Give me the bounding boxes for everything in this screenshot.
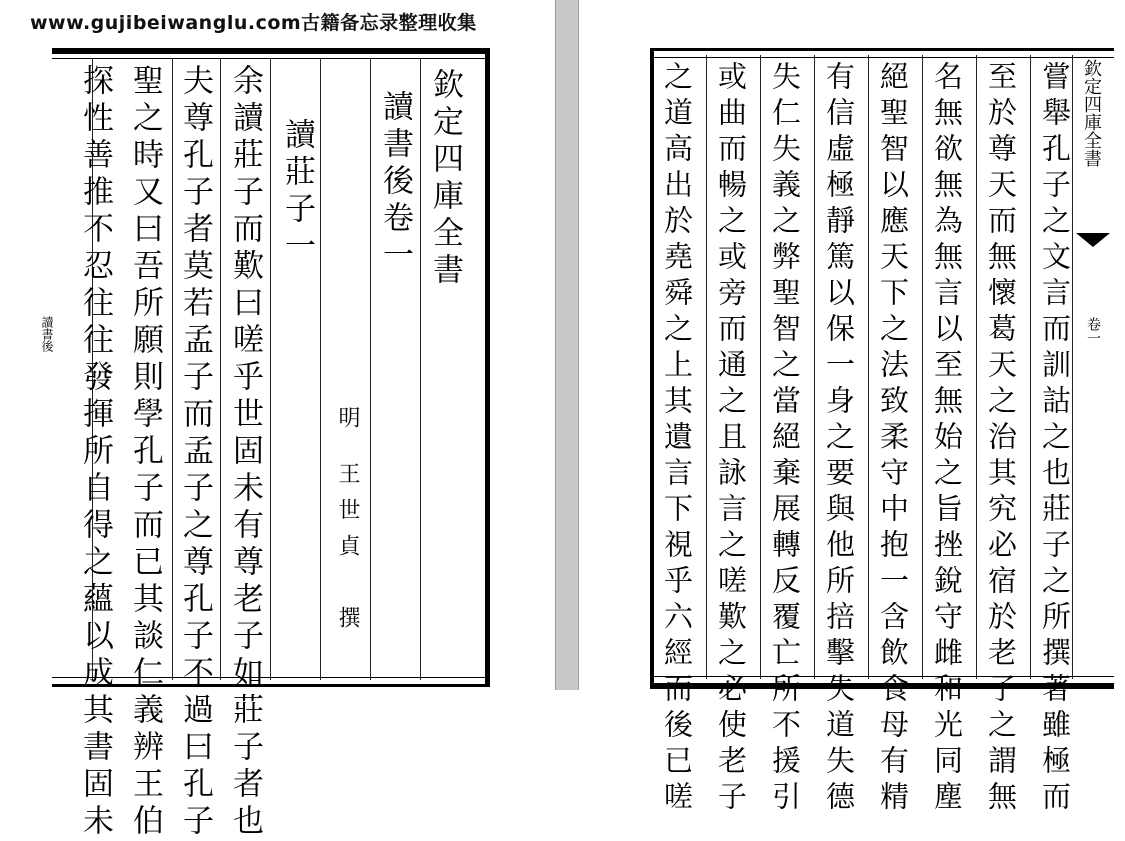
chapter-title: 讀莊子一 — [279, 118, 315, 266]
fish-tail-mark — [1076, 233, 1110, 247]
author-name: 王世貞 撰 — [335, 462, 360, 642]
text-column: 絕聖智以應天下之法致柔守中抱一含飲食母有精 — [876, 61, 910, 817]
left-page — [40, 48, 490, 841]
banxin-header: 欽定四庫全書 — [1081, 59, 1102, 167]
page-divider — [555, 0, 579, 690]
column-rule — [320, 58, 321, 680]
column-rule — [976, 55, 977, 679]
text-column: 或曲而暢之或旁而通之且詠言之嗟歎之必使老子 — [714, 61, 748, 817]
banxin-label: 讀書後 — [40, 316, 54, 352]
column-rule — [172, 58, 173, 680]
column-rule — [1030, 55, 1031, 679]
text-column: 聖之時又曰吾所願則學孔子而已其談仁義辨王伯 — [127, 64, 163, 841]
banxin-strip — [38, 54, 64, 684]
column-rule — [220, 58, 221, 680]
banxin-label: 卷一 — [1085, 317, 1101, 345]
text-column: 探性善推不忍往往發揮所自得之蘊以成其書固未 — [77, 64, 113, 841]
text-column: 失仁失義之弊聖智之當絕棄展轉反覆亡所不援引 — [768, 61, 802, 817]
bottom-border-line — [52, 677, 485, 678]
right-page — [650, 48, 1114, 817]
book-title: 讀書後卷一 — [377, 90, 413, 275]
text-column: 夫尊孔子者莫若孟子而孟子之尊孔子不過曰孔子 — [177, 64, 213, 841]
text-column: 之道高出於堯舜之上其遺言下視乎六經而後已嗟 — [660, 61, 694, 817]
text-column: 名無欲無為無言以至無始之旨挫銳守雌和光同塵 — [930, 61, 964, 817]
column-rule — [370, 58, 371, 680]
text-column: 至於尊天而無懷葛天之治其究必宿於老子之謂無 — [984, 61, 1018, 817]
bottom-border-line — [654, 676, 1114, 677]
column-rule — [814, 55, 815, 679]
text-column: 嘗舉孔子之文言而訓詁之也莊子之所撰著雖極而 — [1038, 61, 1072, 817]
header-title: 欽定四庫全書 — [427, 68, 463, 290]
text-column: 余讀莊子而歎曰嗟乎世固未有尊老子如莊子者也 — [227, 64, 263, 841]
column-rule — [420, 58, 421, 680]
column-rule — [760, 55, 761, 679]
column-rule — [270, 58, 271, 680]
inner-border-line — [654, 57, 1114, 58]
column-rule — [922, 55, 923, 679]
column-rule — [1072, 55, 1073, 679]
site-watermark: www.gujibeiwanglu.com古籍备忘录整理收集 — [30, 12, 477, 34]
column-rule — [706, 55, 707, 679]
author-dynasty: 明 — [335, 406, 360, 434]
banxin-strip — [1074, 51, 1114, 683]
column-rule — [868, 55, 869, 679]
text-column: 有信虛極靜篤以保一身之要與他所掊擊失道失德 — [822, 61, 856, 817]
